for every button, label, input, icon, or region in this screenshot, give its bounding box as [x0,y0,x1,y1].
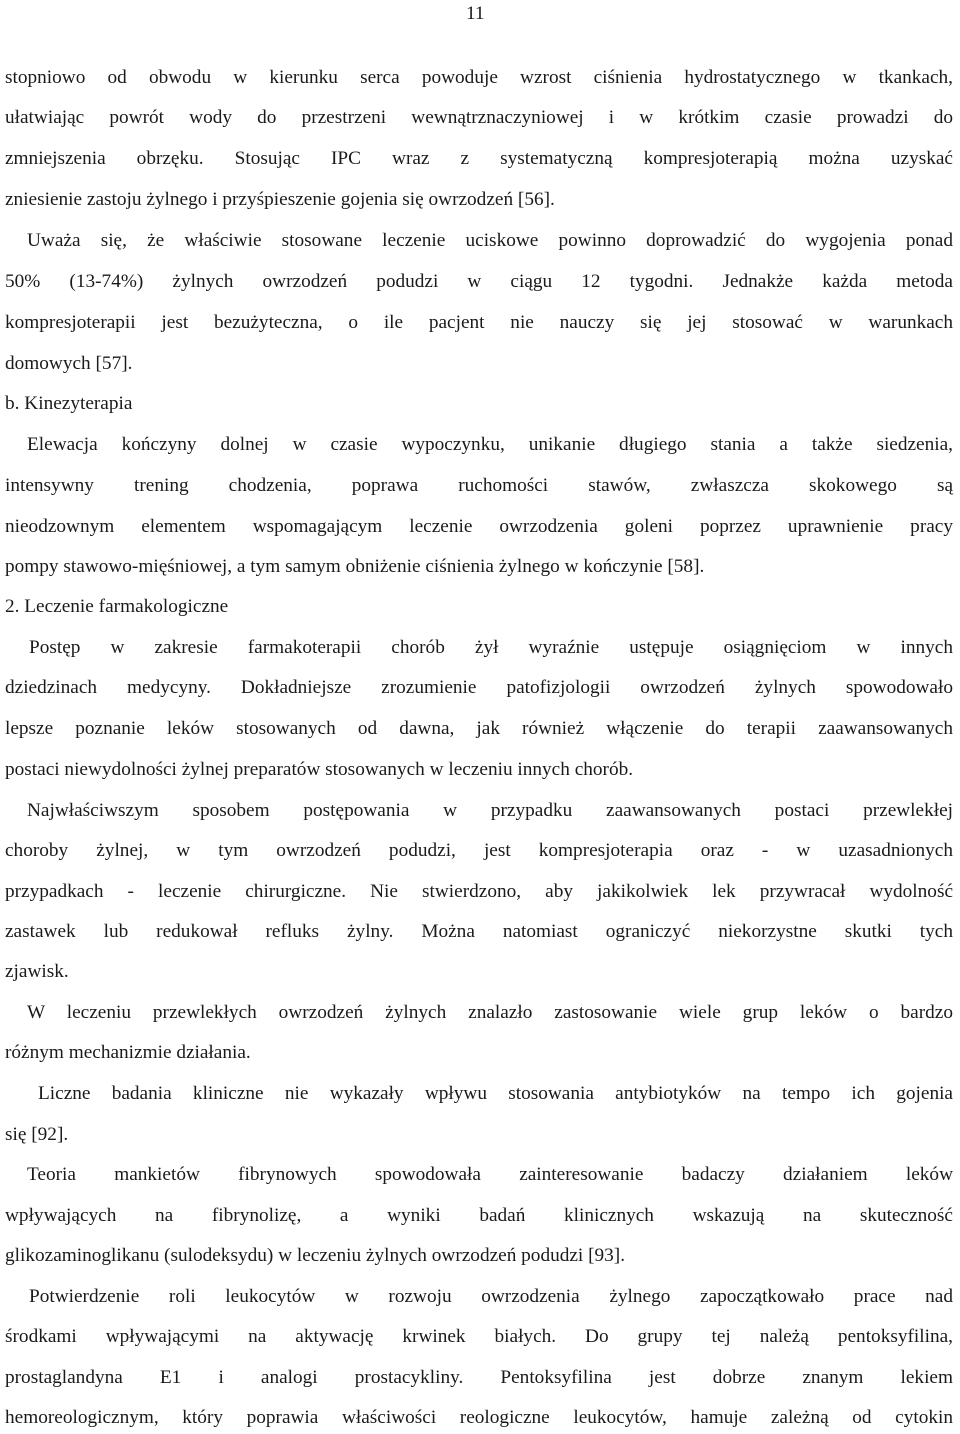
text-line: Postęp w zakresie farmakoterapii chorób żył wyraźnie ustępuje osiągnięciom w innych [29,637,953,658]
text-line: prostaglandyna E1 i analogi prostacykliny. Pentoksyfilina jest dobrze znanym lekiem [5,1367,953,1388]
section-heading: b. Kinezyterapia [5,393,133,414]
text-line: środkami wpływającymi na aktywację krwinek białych. Do grupy tej należą pentoksyfilina, [5,1326,953,1347]
page-number: 11 [466,3,485,24]
text-line: kompresjoterapii jest bezużyteczna, o ile pacjent nie nauczy się jej stosować w warunkach [5,312,953,333]
text-line: 50% (13-74%) żylnych owrzodzeń podudzi w ciągu 12 tygodni. Jednakże każda metoda [5,271,953,292]
text-line: hemoreologicznym, który poprawia właściwości reologiczne leukocytów, hamuje zależną od cytokin [5,1407,953,1428]
text-line: postaci niewydolności żylnej preparatów stosowanych w leczeniu innych chorób. [5,759,634,780]
text-line: się [92]. [5,1124,69,1145]
text-line: Teoria mankietów fibrynowych spowodowała zainteresowanie badaczy działaniem leków [27,1164,953,1185]
text-line: pompy stawowo-mięśniowej, a tym samym obniżenie ciśnienia żylnego w kończynie [58]. [5,556,705,577]
text-line: glikozaminoglikanu (sulodeksydu) w leczeniu żylnych owrzodzeń podudzi [93]. [5,1245,626,1266]
text-line: W leczeniu przewlekłych owrzodzeń żylnych znalazło zastosowanie wiele grup leków o bardzo [27,1002,953,1023]
text-line: ułatwiając powrót wody do przestrzeni wewnątrznaczyniowej i w krótkim czasie prowadzi do [5,107,953,128]
text-line: Liczne badania kliniczne nie wykazały wpływu stosowania antybiotyków na tempo ich gojenia [38,1083,953,1104]
text-line: Potwierdzenie roli leukocytów w rozwoju owrzodzenia żylnego zapoczątkowało prace nad [29,1286,953,1307]
text-line: choroby żylnej, w tym owrzodzeń podudzi, jest kompresjoterapia oraz - w uzasadnionych [5,840,953,861]
text-line: zniesienie zastoju żylnego i przyśpieszenie gojenia się owrzodzeń [56]. [5,189,555,210]
text-line: zastawek lub redukował refluks żylny. Można natomiast ograniczyć niekorzystne skutki tych [5,921,953,942]
text-line: intensywny trening chodzenia, poprawa ruchomości stawów, zwłaszcza skokowego są [5,475,953,496]
text-line: zjawisk. [5,961,69,982]
text-line: Najwłaściwszym sposobem postępowania w przypadku zaawansowanych postaci przewlekłej [27,800,953,821]
text-line: Elewacja kończyny dolnej w czasie wypoczynku, unikanie długiego stania a także siedzenia, [27,434,953,455]
text-line: dziedzinach medycyny. Dokładniejsze zrozumienie patofizjologii owrzodzeń żylnych spowodowało [5,677,953,698]
text-line: Uważa się, że właściwie stosowane leczenie uciskowe powinno doprowadzić do wygojenia ponad [27,230,953,251]
text-line: wpływających na fibrynolizę, a wyniki badań klinicznych wskazują na skuteczność [5,1205,953,1226]
section-heading: 2. Leczenie farmakologiczne [5,596,229,617]
text-line: lepsze poznanie leków stosowanych od dawna, jak również włączenie do terapii zaawansowanych [5,718,953,739]
text-line: domowych [57]. [5,353,133,374]
text-line: stopniowo od obwodu w kierunku serca powoduje wzrost ciśnienia hydrostatycznego w tkankach, [5,67,953,88]
text-line: różnym mechanizmie działania. [5,1042,251,1063]
text-line: zmniejszenia obrzęku. Stosując IPC wraz z systematyczną kompresjoterapią można uzyskać [5,148,953,169]
text-line: przypadkach - leczenie chirurgiczne. Nie stwierdzono, aby jakikolwiek lek przywracał wydolność [5,881,953,902]
text-line: nieodzownym elementem wspomagającym leczenie owrzodzenia goleni poprzez uprawnienie pracy [5,516,953,537]
